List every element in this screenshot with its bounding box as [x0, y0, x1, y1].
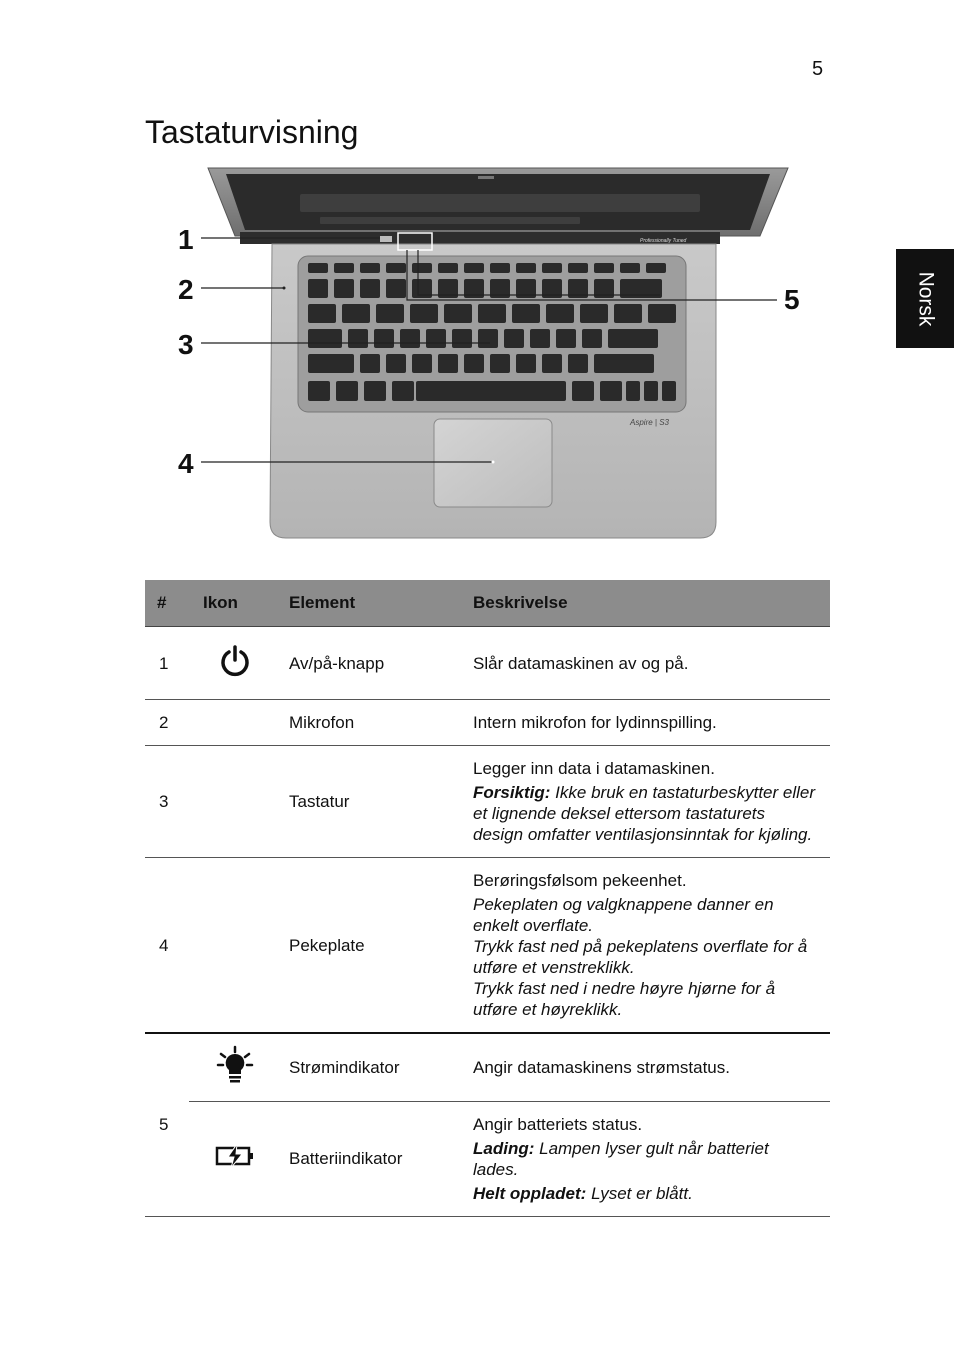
callout-5: 5	[784, 284, 800, 315]
light-bulb-icon	[215, 1070, 255, 1089]
keyboard-key	[452, 329, 472, 348]
keyboard-key	[444, 304, 472, 323]
table-row	[145, 858, 830, 1034]
language-tab	[896, 249, 954, 348]
keyboard-key	[364, 381, 386, 401]
keyboard-key	[620, 263, 640, 273]
keyboard-key	[308, 329, 342, 348]
keyboard-key	[308, 279, 328, 298]
keyboard-key	[582, 329, 602, 348]
keyboard-key	[464, 354, 484, 373]
row-description: Intern mikrofon for lydinnspilling.	[461, 700, 830, 746]
keyboard-key	[614, 304, 642, 323]
callout-3: 3	[178, 329, 194, 360]
keyboard-key	[438, 354, 458, 373]
keyboard-key	[580, 304, 608, 323]
keyboard-key	[386, 263, 406, 273]
keyboard-key	[608, 329, 658, 348]
header-num: #	[145, 580, 189, 627]
row-num: 3	[145, 746, 189, 858]
table-row	[145, 627, 830, 700]
keyboard-key	[308, 381, 330, 401]
desc-main: Legger inn data i datamaskinen.	[473, 759, 715, 778]
keyboard-key	[490, 263, 510, 273]
row-num: 1	[145, 627, 189, 700]
laptop-illustration	[160, 160, 820, 550]
laptop-drawing	[160, 160, 820, 550]
keyboard-key	[542, 263, 562, 273]
keyboard-key	[308, 263, 328, 273]
desc-note: Trykk fast ned i nedre høyre hjørne for å utføre et høyreklikk.	[473, 979, 776, 1019]
row-description: Slår datamaskinen av og på.	[461, 627, 830, 700]
keyboard-key	[504, 329, 524, 348]
keyboard-key	[556, 329, 576, 348]
keyboard-key	[646, 263, 666, 273]
keyboard-key	[464, 263, 484, 273]
row-element: Av/på-knapp	[277, 627, 461, 700]
table-row	[145, 700, 830, 746]
page-number: 5	[812, 58, 824, 80]
keyboard-key	[360, 279, 380, 298]
keyboard-key	[530, 329, 550, 348]
keyboard-key	[662, 381, 676, 401]
keyboard-key	[600, 381, 622, 401]
header-element: Element	[277, 580, 461, 627]
keyboard-key	[490, 354, 510, 373]
row-description	[461, 1101, 830, 1216]
desc-full	[473, 1183, 818, 1204]
keyboard-key	[412, 354, 432, 373]
keyboard-key	[568, 263, 588, 273]
keyboard-key	[478, 304, 506, 323]
keyboard-key	[342, 304, 370, 323]
keyboard-key	[644, 381, 658, 401]
table-header-row	[145, 580, 830, 627]
keyboard-key	[516, 263, 536, 273]
callout-2: 2	[178, 274, 194, 305]
callout-1: 1	[178, 224, 194, 255]
header-description: Beskrivelse	[461, 580, 830, 627]
keyboard-key	[572, 381, 594, 401]
keyboard-key	[348, 329, 368, 348]
row-description	[461, 858, 830, 1034]
keyboard-key	[386, 354, 406, 373]
keyboard-key	[336, 381, 358, 401]
row-description: Angir datamaskinens strømstatus.	[461, 1033, 830, 1101]
keyboard-key	[410, 304, 438, 323]
keyboard-key	[426, 329, 446, 348]
brand-label: Aspire | S3	[630, 418, 669, 427]
keyboard-key	[334, 279, 354, 298]
keyboard-key	[512, 304, 540, 323]
row-num: 5	[145, 1033, 189, 1216]
keyboard-key	[386, 279, 406, 298]
table-row	[145, 746, 830, 858]
keyboard-key	[438, 263, 458, 273]
desc-main: Berøringsfølsom pekeenhet.	[473, 871, 687, 890]
row-element: Tastatur	[277, 746, 461, 858]
keyboard-key	[412, 263, 432, 273]
keyboard-key	[416, 381, 566, 401]
keyboard-key	[360, 354, 380, 373]
keyboard-key	[374, 329, 394, 348]
battery-charge-icon	[215, 1154, 255, 1173]
bezel-brand-text: Professionally Tuned	[640, 238, 687, 244]
desc-note: Pekeplaten og valgknappene danner en enkelt overflate.	[473, 895, 774, 935]
charging-text: Lampen lyser gult når batteriet lades.	[473, 1138, 769, 1179]
keyboard-key	[308, 354, 354, 373]
keyboard-key	[400, 329, 420, 348]
note-label: Forsiktig:	[473, 783, 551, 802]
table-row	[145, 1101, 830, 1216]
desc-note	[473, 782, 818, 845]
keyboard-key	[516, 354, 536, 373]
power-icon	[218, 663, 252, 682]
full-label: Helt oppladet:	[473, 1183, 587, 1203]
language-tab-label: Norsk	[914, 271, 937, 326]
note-text: Ikke bruk en tastaturbeskytter eller et lignende deksel ettersom tastaturets design omfatter ventilasjonsinntak for kjøling.	[473, 783, 816, 844]
header-icon: Ikon	[189, 580, 277, 627]
keyboard-key	[392, 381, 414, 401]
row-num: 4	[145, 858, 189, 1034]
keyboard-key	[626, 381, 640, 401]
keyboard-key	[376, 304, 404, 323]
row-num: 2	[145, 700, 189, 746]
charging-label: Lading:	[473, 1138, 535, 1158]
callout-4: 4	[178, 448, 194, 479]
keyboard-key	[648, 304, 676, 323]
desc-charging	[473, 1138, 818, 1180]
row-element: Batteriindikator	[277, 1101, 461, 1216]
row-element: Mikrofon	[277, 700, 461, 746]
keyboard-key	[594, 263, 614, 273]
row-description	[461, 746, 830, 858]
keyboard-key	[360, 263, 380, 273]
component-table	[145, 580, 830, 1217]
keyboard-key	[546, 304, 574, 323]
keyboard-key	[568, 354, 588, 373]
keyboard-key	[478, 329, 498, 348]
keyboard-key	[308, 304, 336, 323]
desc-note: Trykk fast ned på pekeplatens overflate for å utføre et venstreklikk.	[473, 937, 808, 977]
table-row	[145, 1033, 830, 1101]
keyboard-key	[542, 354, 562, 373]
row-element: Pekeplate	[277, 858, 461, 1034]
page-title: Tastaturvisning	[145, 114, 359, 150]
keyboard-key	[334, 263, 354, 273]
row-element: Strømindikator	[277, 1033, 461, 1101]
full-text: Lyset er blått.	[586, 1183, 693, 1203]
keyboard-key	[594, 354, 654, 373]
desc-main: Angir batteriets status.	[473, 1114, 643, 1134]
